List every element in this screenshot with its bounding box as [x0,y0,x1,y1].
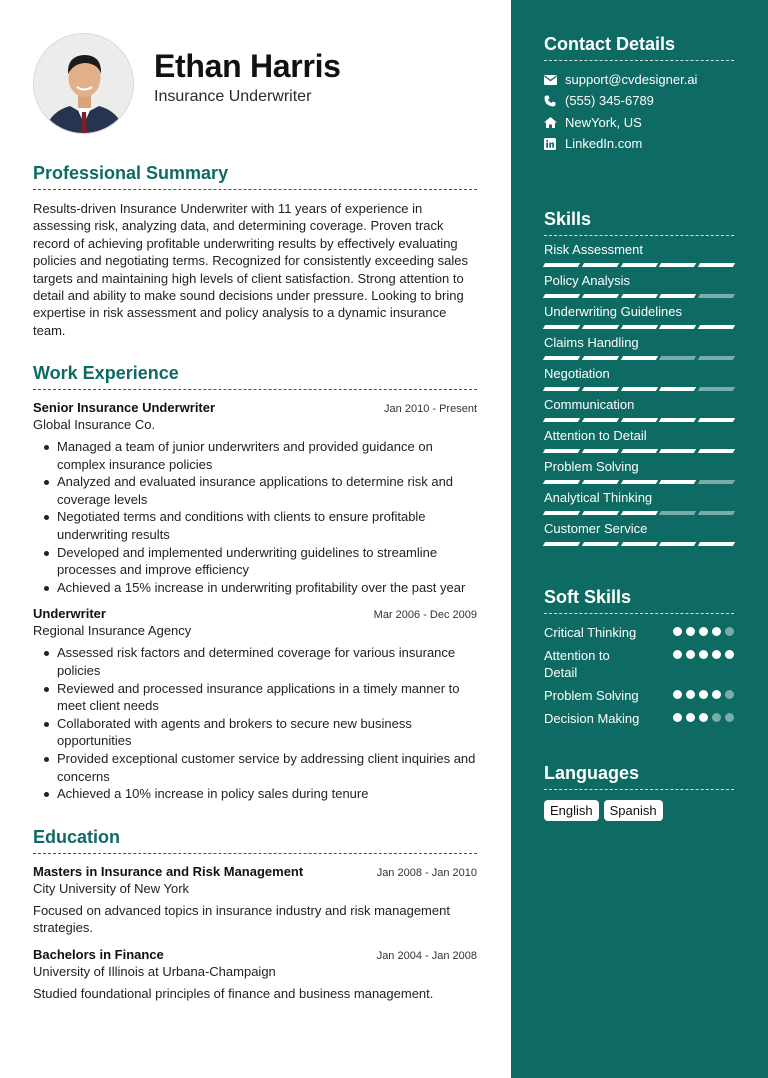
soft-skill-item [544,710,734,727]
skill-level-segment [659,294,696,298]
summary-section [33,163,477,339]
skill-name: Underwriting Guidelines [544,304,683,319]
education-date: Jan 2008 - Jan 2010 [376,867,477,879]
skill-level-segment [659,449,696,453]
skill-level-segment [582,480,619,484]
job-entry [33,400,477,596]
skill-level-meter [544,480,734,484]
rating-dot [725,713,734,722]
skill-name: Negotiation [544,366,610,381]
skills-heading: Skills [544,209,734,236]
skill-level-segment [582,263,619,267]
skill-level-segment [698,542,735,546]
skill-name: Policy Analysis [544,273,630,288]
contact-text: LinkedIn.com [565,136,643,152]
skill-level-meter [544,542,734,546]
skills-section [544,209,734,546]
school-name: University of Illinois at Urbana-Champaign [33,963,276,979]
linkedin-icon [544,138,565,150]
skill-level-segment [698,418,735,422]
rating-dot [673,650,682,659]
education-section [33,827,477,1002]
skill-item [544,519,734,546]
job-list [33,400,477,803]
languages-heading: Languages [544,763,734,790]
skill-name: Claims Handling [544,335,639,350]
rating-dot [686,650,695,659]
skill-level-segment [698,325,735,329]
soft-skill-item [544,624,734,641]
skill-level-segment [620,325,657,329]
skill-level-segment [543,325,580,329]
skill-level-segment [659,325,696,329]
rating-dot [699,713,708,722]
skill-level-segment [543,511,580,515]
rating-dot [725,650,734,659]
skill-item [544,395,734,422]
skill-level-meter [544,263,734,267]
language-badge: Spanish [604,800,663,821]
rating-dot [699,627,708,636]
skill-level-segment [698,294,735,298]
skill-level-segment [659,542,696,546]
rating-dot [699,650,708,659]
job-company: Global Insurance Co. [33,417,156,432]
skill-level-segment [543,294,580,298]
soft-skill-name: Attention to Detail [544,648,610,680]
job-bullets [33,644,477,802]
skill-level-segment [543,356,580,360]
skill-level-segment [543,418,580,422]
education-description: Studied foundational principles of finance and business management. [33,985,434,1001]
skill-level-segment [620,387,657,391]
avatar [33,33,134,134]
skill-level-segment [582,449,619,453]
skill-level-segment [582,356,619,360]
rating-dot [686,627,695,636]
skill-level-segment [543,542,580,546]
contact-list [544,69,734,154]
language-list [544,800,734,821]
skill-level-meter [544,449,734,453]
language-badge: English [544,800,599,821]
skill-item [544,426,734,453]
home-icon [544,117,565,128]
skill-name: Attention to Detail [544,428,647,443]
job-bullet: Reviewed and processed insurance applications in a timely manner to meet client needs [33,680,477,715]
skill-level-meter [544,387,734,391]
job-bullet: Achieved a 15% increase in underwriting profitability over the past year [33,579,477,597]
candidate-name: Ethan Harris [154,48,341,84]
soft-skill-item [544,687,734,704]
skill-item [544,333,734,360]
rating-dot [673,690,682,699]
skill-level-segment [543,263,580,267]
education-description: Focused on advanced topics in insurance industry and risk management strategies. [33,903,450,936]
soft-skill-name: Critical Thinking [544,625,637,640]
skill-level-segment [582,511,619,515]
job-bullet: Collaborated with agents and brokers to secure new business opportunities [33,715,477,750]
phone-icon [544,95,565,107]
rating-dot [673,713,682,722]
skill-level-segment [659,387,696,391]
skill-level-segment [582,418,619,422]
job-entry [33,606,477,802]
job-bullet: Negotiated terms and conditions with clients to ensure profitable underwriting results [33,508,477,543]
skill-level-meter [544,356,734,360]
soft-skill-rating [673,647,734,659]
contact-section [544,34,734,154]
skill-level-meter [544,418,734,422]
skill-level-segment [582,542,619,546]
skill-level-segment [582,294,619,298]
skill-level-meter [544,511,734,515]
skill-item [544,271,734,298]
languages-section [544,763,734,821]
education-header [33,864,477,879]
job-date: Mar 2006 - Dec 2009 [373,609,477,622]
degree-title: Bachelors in Finance [33,946,164,962]
soft-skill-rating [673,687,734,699]
skill-item [544,364,734,391]
summary-heading: Professional Summary [33,163,477,190]
rating-dot [725,690,734,699]
school-name: City University of New York [33,881,190,896]
job-bullet: Assessed risk factors and determined coverage for various insurance policies [33,644,477,679]
sidebar [511,0,768,1078]
avatar-photo [34,34,134,134]
skill-level-segment [659,356,696,360]
job-bullets [33,438,477,596]
soft-skill-rating [673,710,734,722]
soft-skill-list [544,624,734,727]
rating-dot [712,650,721,659]
skill-level-segment [659,511,696,515]
rating-dot [712,713,721,722]
job-title: Underwriter [33,606,106,622]
skill-name: Risk Assessment [544,242,643,257]
skill-level-segment [698,449,735,453]
education-list [33,864,477,1002]
contact-text: support@cvdesigner.ai [565,72,698,88]
skill-level-segment [698,480,735,484]
skill-item [544,302,734,329]
skill-level-segment [620,542,657,546]
skill-level-segment [620,511,657,515]
skill-item [544,240,734,267]
job-company: Regional Insurance Agency [33,623,192,639]
envelope-icon [544,75,565,85]
education-entry [33,864,477,937]
skill-level-segment [659,480,696,484]
skill-level-segment [620,294,657,298]
education-heading: Education [33,827,477,854]
rating-dot [699,690,708,699]
work-heading: Work Experience [33,363,477,390]
soft-skill-name: Decision Making [544,711,640,726]
contact-heading: Contact Details [544,34,734,61]
job-header [33,606,477,621]
skill-name: Analytical Thinking [544,490,653,505]
skill-level-segment [698,387,735,391]
contact-text: NewYork, US [565,114,642,130]
skill-list [544,240,734,546]
soft-skills-heading: Soft Skills [544,587,734,614]
job-header [33,400,477,415]
job-bullet: Managed a team of junior underwriters and provided guidance on complex insurance policies [33,438,477,473]
job-bullet: Provided exceptional customer service by addressing client inquiries and concerns [33,750,477,785]
skill-item [544,488,734,515]
contact-item [544,133,734,154]
education-date: Jan 2004 - Jan 2008 [376,949,477,962]
education-entry [33,947,477,1002]
job-bullet: Developed and implemented underwriting guidelines to streamline processes and improve efficiency [33,544,477,579]
skill-level-segment [620,449,657,453]
skill-level-segment [582,387,619,391]
skill-name: Problem Solving [544,459,639,474]
contact-item [544,69,734,90]
job-bullet: Achieved a 10% increase in policy sales during tenure [33,785,477,803]
contact-item [544,90,734,111]
skill-level-segment [620,418,657,422]
skill-level-segment [698,511,735,515]
skill-level-segment [659,418,696,422]
soft-skill-name: Problem Solving [544,688,639,703]
soft-skill-rating [673,624,734,636]
rating-dot [686,713,695,722]
job-title: Senior Insurance Underwriter [33,400,216,415]
rating-dot [673,627,682,636]
rating-dot [712,690,721,699]
skill-level-segment [698,263,735,267]
skill-level-segment [582,325,619,329]
rating-dot [725,627,734,636]
skill-level-segment [659,263,696,267]
skill-level-meter [544,294,734,298]
contact-text: (555) 345-6789 [565,93,654,109]
skill-item [544,457,734,484]
skill-name: Communication [544,397,635,412]
skill-level-segment [698,356,735,360]
skill-level-segment [620,263,657,267]
skill-name: Customer Service [544,521,648,536]
soft-skills-section [544,587,734,727]
degree-title: Masters in Insurance and Risk Management [33,864,304,879]
skill-level-meter [544,325,734,329]
job-date: Jan 2010 - Present [384,403,477,415]
candidate-role: Insurance Underwriter [154,88,312,105]
summary-text: Results-driven Insurance Underwriter with 11 years of experience in assessing risk, analyzing data, and determining coverage. Proven track record of achieving profitable underwriting results by effectively evaluating policies and negotiating terms. Recognized for consistently exceeding sales targets and maintaining high levels of client satisfaction. Strong attention to detail and ability to make sound decisions under pressure. Looking to bring expertise in risk assessment and policy analysis to a dynamic insurance team. [33,201,469,338]
job-bullet: Analyzed and evaluated insurance applications to determine risk and coverage levels [33,473,477,508]
skill-level-segment [620,480,657,484]
soft-skill-item [544,647,734,681]
skill-level-segment [543,480,580,484]
education-header [33,947,477,962]
rating-dot [712,627,721,636]
skill-level-segment [620,356,657,360]
rating-dot [686,690,695,699]
skill-level-segment [543,387,580,391]
work-section [33,363,477,803]
contact-item [544,112,734,133]
skill-level-segment [543,449,580,453]
